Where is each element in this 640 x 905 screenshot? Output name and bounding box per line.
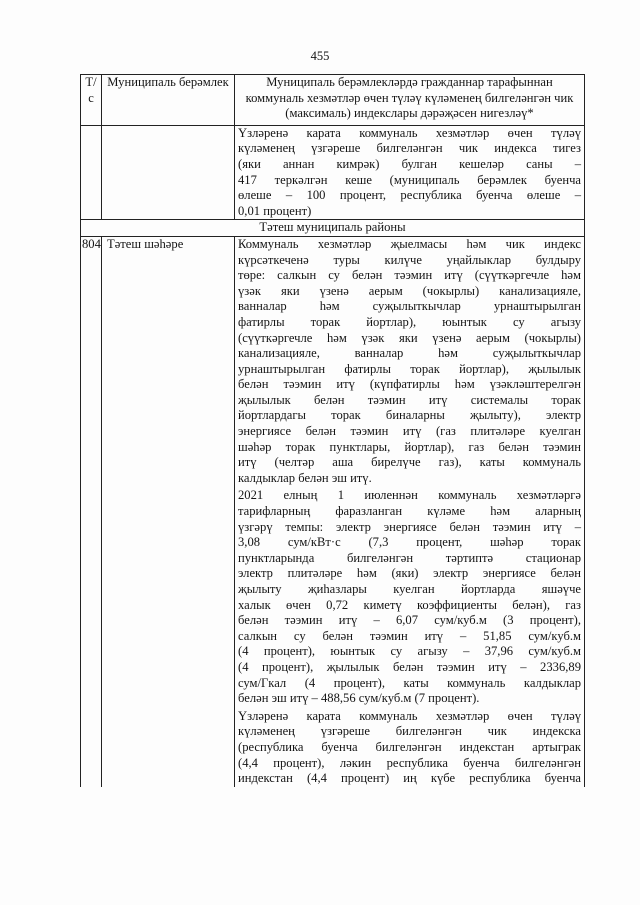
text-line: (4,4 процент), ләкин республика буенча билгеләнгән: [238, 755, 581, 770]
page-number: 455: [310, 49, 330, 63]
table-header-row: [81, 75, 585, 126]
text-line: белән тәэмин итү (күпфатирлы һәм үзәкләштерелгән: [238, 377, 581, 392]
text-line: (сүүткәргечле һәм үзәк яки үзенә аерым (чокырлы): [238, 330, 581, 345]
district-name: Тәтеш муниципаль районы: [81, 220, 585, 237]
cont-cell-text: [235, 125, 585, 220]
text-line: Үзләренә карата коммуналь хезмәтләр өчен түләү: [238, 125, 581, 140]
text-line: төре: салкын су белән тәэмин итү (сүүткәргечле һәм: [238, 268, 581, 283]
text-line: электр плитәләре һәм (яки) электр энергиясе белән: [238, 566, 581, 581]
text-line: (4 процент), җылылык белән тәэмин итү – 2336,89: [238, 659, 581, 674]
cont-cell-municipality: [102, 125, 235, 220]
text-line: белән эш итү – 488,56 сум/куб.м (7 процент).: [238, 691, 480, 706]
text-line: күрсәткеченә туры килүче уңайлыклар булдыру: [238, 252, 581, 267]
text-line: үзгәрү темпы: электр энергиясе белән тәэмин итү –: [238, 519, 581, 534]
text-line: җылылык белән тәэмин итү системалы торак: [238, 392, 581, 407]
text-line: халык өчен 0,72 киметү коэффициенты белән), газ: [238, 597, 581, 612]
text-line: җылыту җиһазлары куелган йортларда яшәүче: [238, 582, 581, 596]
district-row: [81, 220, 585, 237]
text-line: энергиясе белән тәэмин итү (газ плитәләре куелган: [238, 424, 581, 439]
text-line: Үзләренә карата коммуналь хезмәтләр өчен түләү: [238, 708, 581, 723]
text-line: йортлардагы торак биналарны җылыту), электр: [238, 408, 581, 423]
header-col-municipality: Муниципаль берәмлек: [102, 75, 235, 126]
text-line: пунктларында билгеләнгән тәртиптә стационар: [238, 550, 581, 565]
cont-paragraph: [238, 126, 581, 220]
amenities-paragraph: [238, 237, 581, 487]
text-line: үзәк яки үзенә аерым (чокырлы) канализацияле,: [238, 283, 581, 298]
text-line: тарифларның фаразланган күләме һәм аларның: [238, 504, 581, 519]
row-municipality: Тәтеш шәһәре: [102, 236, 235, 786]
text-line: белән тәэмин итү – 6,07 сум/куб.м (3 процент),: [238, 613, 581, 628]
text-line: күләменең үзгәреше билгеләнгән чик индекса тигез: [238, 141, 581, 156]
row-description: [235, 236, 585, 786]
text-line: фатирлы торак йортлар), юынтык су агызу: [238, 314, 581, 329]
text-line: 417 теркәлгән кеше (муниципаль берәмлек буенча: [238, 172, 581, 187]
cont-cell-number: [81, 125, 102, 220]
text-line: калдыклар белән эш итү.: [238, 470, 372, 485]
text-line: итү (челтәр аша бирелүче газ), каты коммуналь: [238, 455, 581, 470]
text-line: күләменең үзгәреше билгеләнгән чик индекска: [238, 724, 581, 739]
text-line: 3,08 сум/кВт·с (7,3 процент, шәһәр торак: [238, 535, 581, 550]
text-line: шәһәр торак пунктлары, йортлар), газ белән тәэмин: [238, 439, 581, 454]
text-line: (республика буенча билгеләнгән индекстан артыграк: [238, 739, 581, 754]
header-col-number: Т/с: [81, 75, 102, 126]
text-line: канализацияле, ванналар һәм суҗылыткычлар: [238, 346, 581, 361]
table-row-continued: [81, 125, 585, 220]
text-line: сум/Гкал (4 процент), каты коммуналь калдыклар: [238, 675, 581, 690]
tariffs-paragraph: [238, 488, 581, 706]
text-line: урнаштырылган фатирлы торак йортлар), җылылык: [238, 361, 581, 376]
text-line: Коммуналь хезмәтләр җыелмасы һәм чик индекс: [238, 236, 581, 251]
text-line: индекстан (4,4 процент) иң күбе республика буенча: [238, 771, 581, 786]
text-line: өлеше – 100 процент, республика буенча өлеше –: [238, 188, 581, 203]
header-col-indices: Муниципаль берәмлекләрдә гражданнар тарафыннан коммуналь хезмәтләр өчен түләү күләменең билгеләнгән чик (максималь) индекслары дәрәҗәсен нигезләү*: [235, 75, 585, 126]
text-line: 2021 елның 1 июленнән коммуналь хезмәтләргә: [238, 488, 581, 503]
text-line: ванналар һәм суҗылыткычлар урнаштырылган: [238, 299, 581, 314]
people-count-paragraph: [238, 709, 581, 787]
row-number: 804: [81, 236, 102, 786]
table-row: [81, 236, 585, 786]
text-line: (яки аннан кимрәк) булган кешеләр саны –: [238, 156, 581, 171]
text-line: салкын су белән тәэмин итү – 51,85 сум/куб.м: [238, 628, 581, 643]
text-line: (4 процент), юынтык су агызу – 37,96 сум/куб.м: [238, 644, 581, 659]
text-line: 0,01 процент): [238, 203, 312, 218]
indices-table: [80, 74, 585, 787]
